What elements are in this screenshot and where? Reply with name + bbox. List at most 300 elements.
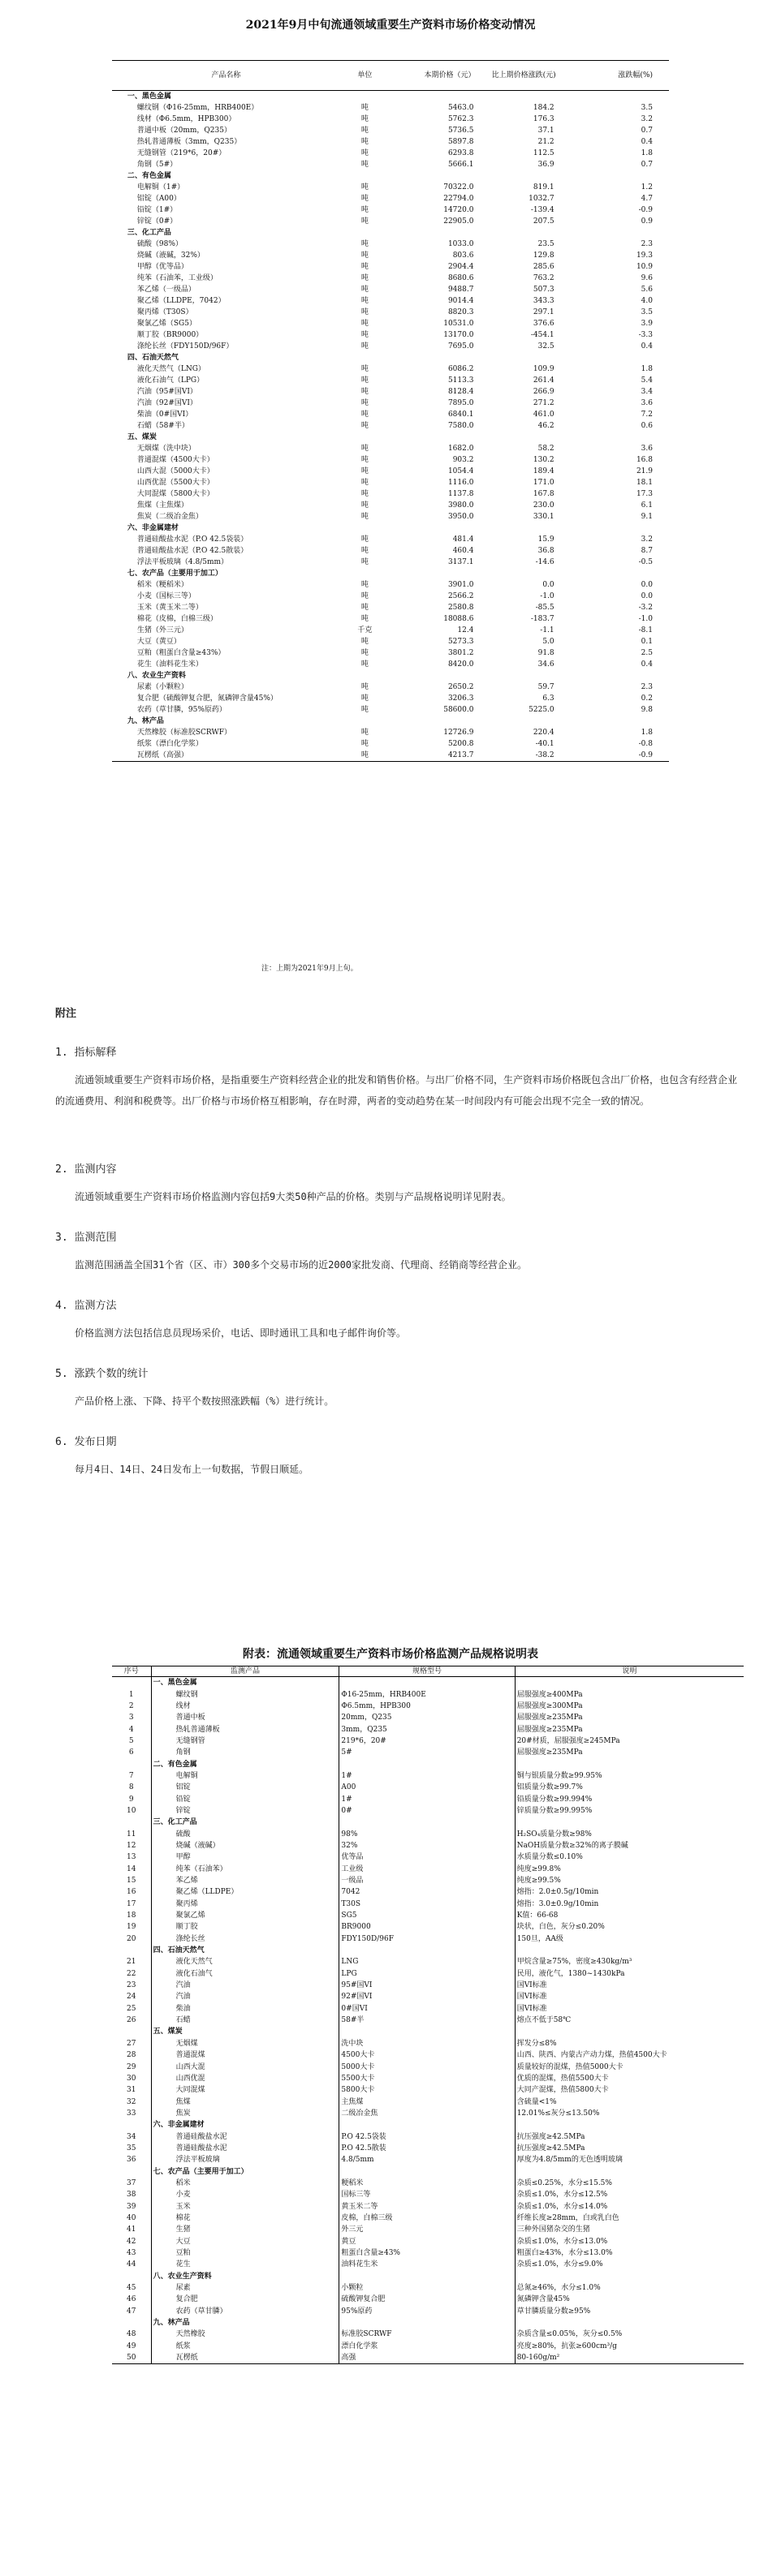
price-cell: 1054.4	[447, 467, 474, 475]
price-change-cell: 176.3	[533, 115, 554, 123]
price-change-cell: -1.1	[540, 626, 554, 634]
serial-no-cell: 38	[127, 2191, 136, 2200]
spec-desc-cell: 纯度≥99.5%	[515, 1875, 744, 1886]
price-cell: 9488.7	[447, 286, 474, 294]
spec-product-cell: 六、非金属建材	[151, 2119, 339, 2131]
serial-no-cell	[112, 2317, 151, 2329]
spec-model-cell	[339, 2165, 515, 2177]
change-pct-cell: 1.8	[641, 365, 653, 373]
serial-no-cell: 10	[127, 1806, 136, 1815]
spec-model-cell: A00	[339, 1782, 515, 1793]
product-name-cell: 螺纹钢（Φ16-25mm，HRB400E）	[136, 104, 259, 112]
price-cell: 5273.3	[447, 638, 474, 646]
price-change-cell: 5.0	[542, 638, 554, 646]
spec-desc-cell: H₂SO₄质量分数≥98%	[515, 1828, 744, 1839]
change-pct-cell: -0.9	[638, 206, 653, 214]
change-pct-cell	[556, 91, 669, 103]
unit-cell: 吨	[360, 376, 369, 385]
spacer-cell	[112, 693, 126, 704]
change-pct-cell: 0.9	[641, 217, 653, 226]
unit-cell: 吨	[360, 308, 369, 316]
change-pct-cell: 3.6	[641, 445, 653, 453]
spec-model-cell: 0#国VI	[339, 2003, 515, 2015]
price-cell: 2580.8	[447, 604, 474, 612]
note-paragraph: 监测范围涵盖全国31个省（区、市）300多个交易市场的近2000家批发商、代理商、经销商等经营企业。	[75, 1259, 528, 1271]
spec-row	[112, 2213, 744, 2224]
spec-row	[112, 1980, 744, 1991]
spec-model-cell	[339, 2271, 515, 2282]
serial-no-cell	[112, 1817, 151, 1828]
serial-no-cell: 26	[127, 2016, 136, 2025]
price-row	[112, 341, 669, 352]
spec-model-cell: 洗中块	[339, 2038, 515, 2049]
price-cell: 5736.5	[447, 127, 474, 135]
product-name-cell: 苯乙烯（一级品）	[136, 286, 196, 294]
price-change-cell: 261.4	[533, 376, 554, 385]
spec-row	[112, 2294, 744, 2305]
price-cell: 6840.1	[447, 411, 474, 419]
change-pct-cell: 9.6	[641, 274, 653, 282]
price-cell: 18088.6	[443, 615, 474, 623]
spacer-cell	[112, 216, 126, 227]
unit-cell: 吨	[360, 535, 369, 544]
change-pct-cell: 3.5	[641, 104, 653, 112]
spacer-cell	[112, 568, 126, 579]
spec-product-cell: 电解铜	[151, 1770, 339, 1782]
product-name-cell: 无烟煤（洗中块）	[136, 445, 196, 453]
spacer-cell	[112, 636, 126, 647]
price-cell: 6086.2	[447, 365, 474, 373]
unit-cell: 吨	[326, 750, 403, 762]
price-row	[112, 409, 669, 420]
spec-model-cell: 优等品	[339, 1851, 515, 1863]
price-cell	[403, 170, 476, 182]
change-pct-cell: 0.7	[641, 127, 653, 135]
serial-no-cell: 23	[127, 1981, 136, 1990]
spacer-cell	[112, 602, 126, 613]
change-pct-cell: 19.3	[636, 252, 653, 260]
product-name-cell: 硫酸（98%）	[136, 240, 183, 248]
spec-category-row	[112, 2119, 744, 2131]
spec-product-cell: 无烟煤	[151, 2038, 339, 2049]
price-cell: 10531.0	[443, 320, 474, 328]
unit-cell: 吨	[360, 342, 369, 350]
spec-desc-cell: 挥发分≤8%	[515, 2038, 744, 2049]
price-row	[112, 216, 669, 227]
header-unit: 单位	[326, 61, 403, 91]
spec-category-row	[112, 2165, 744, 2177]
price-change-cell: 330.1	[533, 513, 554, 521]
spec-row	[112, 2143, 744, 2154]
spec-desc-cell	[515, 1817, 744, 1828]
change-pct-cell: 6.1	[641, 501, 653, 510]
unit-cell: 吨	[360, 138, 369, 146]
spec-desc-cell: 粗蛋白≥43%，水分≤13.0%	[515, 2247, 744, 2259]
note-heading: 5. 涨跌个数的统计	[55, 1368, 149, 1380]
product-name-cell: 聚乙烯（LLDPE，7042）	[136, 297, 226, 305]
spec-category-row	[112, 2317, 744, 2329]
unit-cell: 吨	[360, 183, 369, 191]
unit-cell	[326, 523, 403, 534]
spec-desc-cell: 国VI标准	[515, 1991, 744, 2002]
price-row	[112, 375, 669, 386]
spec-product-cell: 焦煤	[151, 2096, 339, 2107]
product-name-cell: 聚氯乙烯（SG5）	[136, 320, 196, 328]
spec-model-cell: 95#国VI	[339, 1980, 515, 1991]
unit-cell: 吨	[360, 365, 369, 373]
spec-model-cell: 32%	[339, 1840, 515, 1851]
spec-product-cell: 稻米	[151, 2178, 339, 2189]
unit-cell: 吨	[360, 217, 369, 226]
serial-no-cell: 14	[127, 1864, 136, 1873]
price-row	[112, 659, 669, 670]
price-change-cell: 129.8	[533, 252, 554, 260]
change-pct-cell	[556, 523, 669, 534]
unit-cell: 吨	[360, 592, 369, 600]
serial-no-cell	[112, 1758, 151, 1770]
change-pct-cell	[556, 227, 669, 239]
unit-cell: 吨	[360, 263, 369, 271]
price-change-cell: 285.6	[533, 263, 554, 271]
spec-desc-cell: 块状，白色，灰分≤0.20%	[515, 1921, 744, 1933]
unit-cell: 吨	[360, 604, 369, 612]
spec-desc-cell: 熔指：3.0±0.9g/10min	[515, 1899, 744, 1910]
spec-model-cell	[339, 2026, 515, 2037]
change-pct-cell: -0.9	[556, 750, 669, 762]
note-heading: 4. 监测方法	[55, 1300, 117, 1312]
spacer-cell	[112, 557, 126, 568]
spec-product-cell: 大豆	[151, 2236, 339, 2247]
unit-cell: 吨	[360, 274, 369, 282]
spec-model-cell: 98%	[339, 1828, 515, 1839]
spec-product-cell: 棉花	[151, 2213, 339, 2224]
spec-row	[112, 1933, 744, 1945]
spec-row	[112, 1968, 744, 1980]
spec-row	[112, 2236, 744, 2247]
spec-product-cell: 焦炭	[151, 2108, 339, 2119]
product-name-cell: 液化石油气（LPG）	[136, 376, 205, 385]
product-name-cell: 四、石油天然气	[127, 354, 179, 362]
serial-no-cell: 49	[127, 2342, 136, 2350]
spec-desc-cell: 纯度≥99.8%	[515, 1864, 744, 1875]
price-row	[112, 193, 669, 204]
spec-row	[112, 1991, 744, 2002]
spec-model-cell: 219*6，20#	[339, 1735, 515, 1747]
spacer-cell	[112, 170, 126, 182]
price-change-cell: 297.1	[533, 308, 554, 316]
price-note: 注：上期为2021年9月上旬。	[261, 965, 358, 973]
change-pct-cell: 17.3	[636, 490, 653, 498]
spacer-cell	[112, 341, 126, 352]
price-row	[112, 466, 669, 477]
unit-cell: 吨	[360, 683, 369, 691]
price-change-cell: 0.0	[542, 581, 554, 589]
unit-cell: 吨	[360, 206, 369, 214]
spec-model-cell: P.O 42.5散装	[339, 2143, 515, 2154]
price-cell: 1033.0	[447, 240, 474, 248]
spec-desc-cell: 甲烷含量≥75%，密度≥430kg/m³	[515, 1956, 744, 1967]
spec-desc-cell: 优质的混煤，热值5500大卡	[515, 2073, 744, 2084]
spec-model-cell: 主焦煤	[339, 2096, 515, 2107]
spec-row	[112, 1688, 744, 1700]
spacer-cell	[112, 375, 126, 386]
product-name-cell: 铅锭（1#）	[136, 206, 178, 214]
spec-product-cell: 豆粕	[151, 2247, 339, 2259]
spec-product-cell: 柴油	[151, 2003, 339, 2015]
spec-row	[112, 2108, 744, 2119]
spec-row	[112, 1875, 744, 1886]
price-cell	[403, 227, 476, 239]
price-change-cell	[475, 670, 555, 682]
spec-model-cell: 标准胶SCRWF	[339, 2329, 515, 2340]
price-change-cell: 36.8	[537, 547, 554, 555]
note-paragraph: 流通领域重要生产资料市场价格，是指重要生产资料经营企业的批发和销售价格。与出厂价格不同，生产资料市场价格既包含出厂价格，也包含有经营企业的流通费用、利润和税费等。出厂价格与市场价格互相影响，存在时滞，两者的变动趋势在某一时间段内有可能会出现不完全一致的情况。	[55, 1074, 738, 1107]
spec-desc-cell: 杂质≤0.25%，水分≤15.5%	[515, 2178, 744, 2189]
spec-product-cell: 角钢	[151, 1747, 339, 1758]
price-cell: 9014.4	[447, 297, 474, 305]
spec-model-cell: 外三元	[339, 2224, 515, 2235]
product-name-cell: 锌锭（0#）	[136, 217, 178, 226]
price-row	[112, 148, 669, 159]
spec-model-cell: 0#	[339, 1805, 515, 1817]
spacer-cell	[112, 125, 126, 136]
spec-model-cell	[339, 1677, 515, 1689]
product-name-cell: 线材（Φ6.5mm，HPB300）	[136, 115, 236, 123]
change-pct-cell: 0.2	[641, 695, 653, 703]
serial-no-cell: 12	[127, 1841, 136, 1850]
price-change-cell: 15.9	[537, 535, 554, 544]
product-name-cell: 八、农业生产资料	[127, 672, 186, 680]
spec-product-cell: 小麦	[151, 2189, 339, 2200]
price-change-cell: 58.2	[537, 445, 554, 453]
product-name-cell: 烧碱（液碱，32%）	[136, 252, 205, 260]
spacer-cell	[112, 227, 126, 239]
unit-cell: 吨	[360, 467, 369, 475]
product-name-cell: 甲醇（优等品）	[136, 263, 188, 271]
spec-desc-cell: 熔指：2.0±0.5g/10min	[515, 1886, 744, 1898]
product-name-cell: 二、有色金属	[127, 172, 171, 180]
spec-row	[112, 2352, 744, 2364]
spec-model-cell: 黄豆	[339, 2236, 515, 2247]
spec-model-cell: 4.8/5mm	[339, 2154, 515, 2165]
spec-row	[112, 1770, 744, 1782]
spec-row	[112, 2306, 744, 2317]
spec-desc-cell	[515, 1758, 744, 1770]
unit-cell: 吨	[360, 240, 369, 248]
change-pct-cell: -8.1	[638, 626, 653, 634]
product-name-cell: 山西大混（5000大卡）	[136, 467, 214, 475]
product-name-cell: 天然橡胶（标准胶SCRWF）	[136, 729, 232, 737]
spec-model-cell: 国标三等	[339, 2189, 515, 2200]
serial-no-cell	[112, 1677, 151, 1689]
change-pct-cell	[556, 432, 669, 443]
unit-cell: 吨	[360, 252, 369, 260]
price-row	[112, 398, 669, 409]
spec-row	[112, 1828, 744, 1839]
serial-no-cell: 39	[127, 2202, 136, 2211]
change-pct-cell: 9.1	[641, 513, 653, 521]
price-cell: 1137.8	[447, 490, 474, 498]
price-cell	[403, 523, 476, 534]
spec-row	[112, 2247, 744, 2259]
spec-product-cell: 四、石油天然气	[151, 1945, 339, 1956]
price-table-body	[112, 91, 669, 762]
change-pct-cell: 3.2	[641, 535, 653, 544]
spec-table-title: 附表：流通领域重要生产资料市场价格监测产品规格说明表	[243, 1648, 538, 1661]
spacer-cell	[112, 420, 126, 432]
spacer-cell	[112, 670, 126, 682]
spacer-cell	[112, 159, 126, 170]
spec-desc-cell: 含硫量<1%	[515, 2096, 744, 2107]
spec-row	[112, 2341, 744, 2352]
change-pct-cell: 9.8	[641, 706, 653, 714]
spec-product-cell: 聚氯乙烯	[151, 1910, 339, 1921]
serial-no-cell	[112, 2271, 151, 2282]
spec-model-cell: Φ16-25mm，HRB400E	[339, 1688, 515, 1700]
change-pct-cell: 3.6	[641, 399, 653, 407]
change-pct-cell: 1.8	[641, 149, 653, 157]
spacer-cell	[112, 488, 126, 500]
spec-model-cell: 4500大卡	[339, 2049, 515, 2061]
spec-product-cell: 硫酸	[151, 1828, 339, 1839]
price-change-cell: 461.0	[533, 411, 554, 419]
serial-no-cell: 5	[128, 1736, 134, 1745]
spec-desc-cell: K值：66-68	[515, 1910, 744, 1921]
spec-product-cell: 苯乙烯	[151, 1875, 339, 1886]
spec-row	[112, 2329, 744, 2340]
price-cell: 22905.0	[443, 217, 474, 226]
spacer-cell	[112, 613, 126, 625]
price-change-cell	[475, 227, 555, 239]
price-row	[112, 136, 669, 148]
unit-cell: 吨	[360, 104, 369, 112]
spec-table-body	[112, 1677, 744, 2364]
spec-row	[112, 1805, 744, 1817]
price-cell	[403, 716, 476, 727]
unit-cell: 吨	[360, 547, 369, 555]
spec-row	[112, 1712, 744, 1723]
price-change-cell: -85.5	[535, 604, 554, 612]
spec-product-cell: 纯苯（石油苯）	[151, 1864, 339, 1875]
note-paragraph: 产品价格上涨、下降、持平个数按照涨跌幅（%）进行统计。	[75, 1396, 334, 1407]
product-name-cell: 铝锭（A00）	[136, 195, 181, 203]
spacer-cell	[112, 352, 126, 363]
price-change-cell: 130.2	[533, 456, 554, 464]
price-change-cell: -139.4	[530, 206, 554, 214]
price-cell: 7695.0	[447, 342, 474, 350]
unit-cell	[326, 670, 403, 682]
spacer-cell	[112, 250, 126, 261]
spacer-cell	[112, 454, 126, 466]
serial-no-cell: 19	[127, 1923, 136, 1932]
serial-no-cell: 1	[128, 1690, 134, 1699]
price-row	[112, 159, 669, 170]
price-cell: 903.2	[452, 456, 474, 464]
serial-no-cell: 45	[127, 2284, 136, 2293]
spec-desc-cell	[515, 1677, 744, 1689]
price-row	[112, 625, 669, 636]
product-name-cell: 玉米（黄玉米二等）	[136, 604, 203, 612]
unit-cell	[326, 352, 403, 363]
spec-model-cell	[339, 1945, 515, 1956]
spec-product-cell: 顺丁胶	[151, 1921, 339, 1933]
unit-cell: 吨	[360, 649, 369, 657]
spec-desc-cell: 杂质≤1.0%，水分≤12.5%	[515, 2189, 744, 2200]
spec-row	[112, 2131, 744, 2142]
spec-row	[112, 2061, 744, 2072]
product-name-cell: 焦煤（主焦煤）	[136, 501, 188, 510]
change-pct-cell: -1.0	[638, 615, 653, 623]
price-row	[112, 261, 669, 273]
spacer-cell	[112, 307, 126, 318]
product-name-cell: 瓦楞纸（高强）	[126, 750, 326, 762]
spec-model-cell: 3mm，Q235	[339, 1723, 515, 1735]
spec-table-header	[112, 1666, 744, 1677]
price-cell: 3801.2	[447, 649, 474, 657]
change-pct-cell: 5.4	[641, 376, 653, 385]
unit-cell: 吨	[360, 740, 369, 748]
spec-desc-cell: 水质量分数≤0.10%	[515, 1851, 744, 1863]
spec-product-cell: 锌锭	[151, 1805, 339, 1817]
price-row	[112, 250, 669, 261]
price-cell: 70322.0	[443, 183, 474, 191]
category-row	[112, 670, 669, 682]
spacer-cell	[112, 750, 126, 762]
price-cell: 8820.3	[447, 308, 474, 316]
price-row	[112, 727, 669, 738]
unit-cell: 吨	[360, 490, 369, 498]
spec-model-cell: 5500大卡	[339, 2073, 515, 2084]
price-change-cell: 34.6	[537, 660, 554, 669]
serial-no-cell: 33	[127, 2109, 136, 2118]
spec-product-cell: 复合肥	[151, 2294, 339, 2305]
unit-cell: 吨	[360, 331, 369, 339]
price-cell	[403, 568, 476, 579]
price-change-cell: -183.7	[530, 615, 554, 623]
spec-desc-cell: 国VI标准	[515, 1980, 744, 1991]
spec-model-cell: 皮棉，白棉三级	[339, 2213, 515, 2224]
serial-no-cell: 9	[128, 1795, 134, 1804]
spec-desc-cell: 20#材质，屈服强度≥245MPa	[515, 1735, 744, 1747]
product-name-cell: 普通硅酸盐水泥（P.O 42.5袋装）	[136, 535, 248, 544]
spacer-cell	[112, 91, 126, 103]
price-cell: 6293.8	[447, 149, 474, 157]
spec-model-cell: 1#	[339, 1770, 515, 1782]
spec-model-cell: 粳稻米	[339, 2178, 515, 2189]
price-change-cell: 6.3	[542, 695, 554, 703]
price-change-cell: 5225.0	[529, 706, 554, 714]
spec-desc-cell: 亮度≥80%，抗张≥600cm³/g	[515, 2341, 744, 2352]
spec-category-row	[112, 2271, 744, 2282]
spacer-cell	[112, 261, 126, 273]
product-name-cell: 花生（油料花生米）	[136, 660, 203, 669]
unit-cell: 吨	[360, 115, 369, 123]
price-row	[112, 454, 669, 466]
spec-product-cell: 玉米	[151, 2200, 339, 2212]
spacer-cell	[112, 682, 126, 693]
spec-row	[112, 1735, 744, 1747]
change-pct-cell: 7.2	[641, 411, 653, 419]
spec-row	[112, 1886, 744, 1898]
price-change-cell: 1032.7	[529, 195, 554, 203]
spec-desc-cell: 民用，液化气，1380~1430kPa	[515, 1968, 744, 1980]
price-cell: 460.4	[452, 547, 474, 555]
serial-no-cell: 6	[128, 1748, 134, 1757]
unit-cell: 吨	[360, 149, 369, 157]
serial-no-cell: 25	[127, 2004, 136, 2013]
spacer-cell	[112, 329, 126, 341]
spec-desc-cell: 大同产混煤，热值5800大卡	[515, 2084, 744, 2096]
